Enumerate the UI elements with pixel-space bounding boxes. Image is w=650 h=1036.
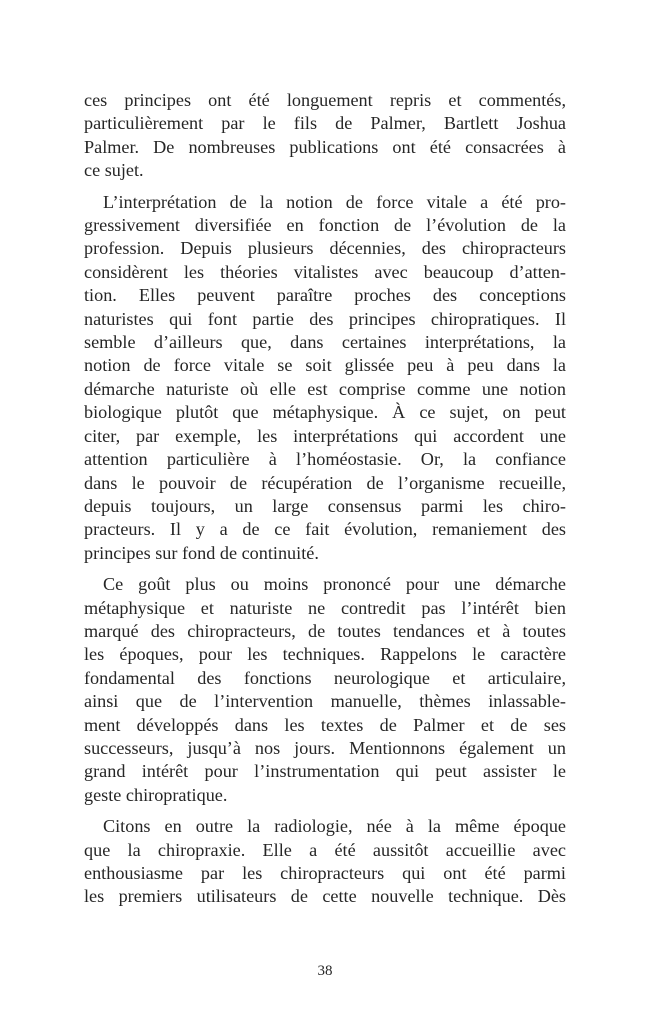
paragraph-2: [84, 191, 566, 566]
text-line: démarche naturiste où elle est comprise comme une notion: [84, 378, 566, 399]
text-line: dans le pouvoir de récupération de l’organisme recueille,: [84, 472, 566, 493]
text-line: attention particulière à l’homéostasie. Or, la confiance: [84, 449, 566, 470]
text-line: notion de force vitale se soit glissée peu à peu dans la: [84, 355, 566, 376]
page-number: 38: [317, 963, 333, 979]
text-line: ment développés dans les textes de Palmer et de ses: [84, 714, 566, 735]
paragraph-3: [84, 573, 566, 807]
text-line: les premiers utilisateurs de cette nouvelle technique. Dès: [84, 886, 566, 907]
text-line: Palmer. De nombreuses publications ont été consacrées à: [84, 136, 566, 157]
text-line: depuis toujours, un large consensus parmi les chiro-: [84, 495, 566, 516]
text-line: ces principes ont été longuement repris et commentés,: [84, 90, 566, 110]
text-line: grand intérêt pour l’instrumentation qui peut assister le: [84, 761, 566, 782]
text-line: successeurs, jusqu’à nos jours. Mentionnons également un: [84, 737, 566, 758]
text-line: semble d’ailleurs que, dans certaines interprétations, la: [84, 332, 566, 353]
text-line: particulièrement par le fils de Palmer, Bartlett Joshua: [84, 113, 566, 134]
text-line: profession. Depuis plusieurs décennies, des chiropracteurs: [84, 238, 566, 259]
paragraph-4: [84, 815, 566, 909]
text-line: naturistes qui font partie des principes chiropratiques. Il: [84, 308, 566, 329]
text-line: practeurs. Il y a de ce fait évolution, remaniement des: [84, 519, 566, 540]
text-line: enthousiasme par les chiropracteurs qui ont été parmi: [84, 863, 566, 883]
paragraph-1: [84, 89, 566, 183]
text-line: considèrent les théories vitalistes avec beaucoup d’atten-: [84, 261, 566, 282]
text-line: les époques, pour les techniques. Rappelons le caractère: [84, 644, 566, 665]
text-line: gressivement diversifiée en fonction de l’évolution de la: [84, 215, 566, 236]
text-line: marqué des chiropracteurs, de toutes tendances et à toutes: [84, 620, 566, 641]
text-line: geste chiropratique.: [84, 784, 228, 805]
text-line: Citons en outre la radiologie, née à la même époque: [103, 816, 566, 837]
text-line: citer, par exemple, les interprétations qui accordent une: [84, 425, 566, 446]
text-line: Ce goût plus ou moins prononcé pour une démarche: [103, 574, 566, 595]
text-line: biologique plutôt que métaphysique. À ce sujet, on peut: [84, 402, 566, 423]
text-line: L’interprétation de la notion de force vitale a été pro-: [103, 191, 566, 212]
text-line: que la chiropraxie. Elle a été aussitôt accueillie avec: [84, 839, 566, 860]
text-line: principes sur fond de continuité.: [84, 542, 319, 563]
text-line: métaphysique et naturiste ne contredit pas l’intérêt bien: [84, 597, 566, 618]
text-line: ainsi que de l’intervention manuelle, thèmes inlassable-: [84, 691, 566, 712]
text-line: fondamental des fonctions neurologique et articulaire,: [84, 667, 566, 688]
text-line: ce sujet.: [84, 160, 144, 181]
text-line: tion. Elles peuvent paraître proches des conceptions: [84, 285, 566, 306]
body-text: [84, 89, 566, 909]
